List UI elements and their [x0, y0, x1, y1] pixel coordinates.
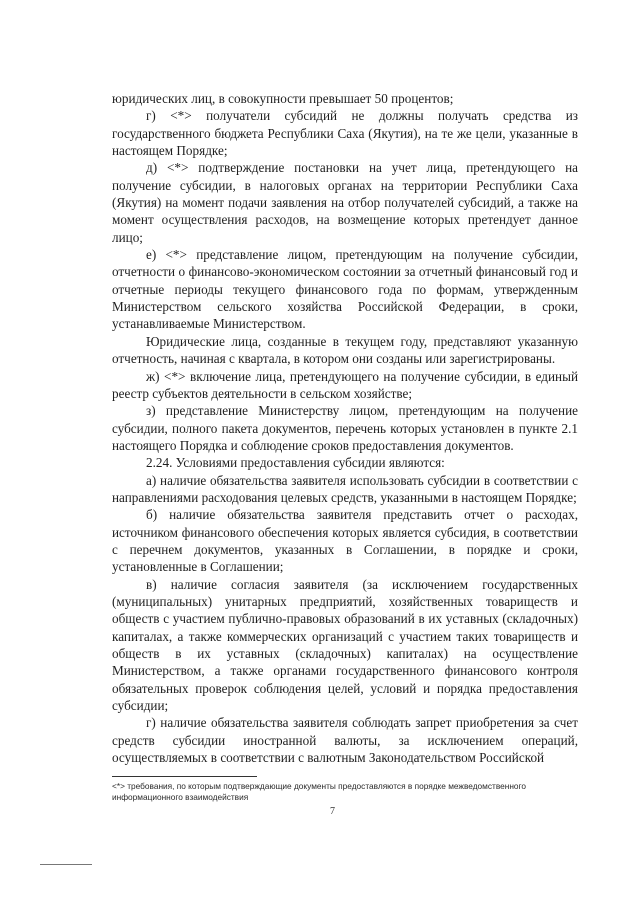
- page-number: 7: [330, 806, 335, 817]
- paragraph: а) наличие обязательства заявителя использовать субсидии в соответствии с направлениями расходования целевых средств, указанными в настоящем Порядке;: [112, 472, 578, 505]
- footnote-divider: [112, 776, 257, 777]
- paragraph: з) представление Министерству лицом, претендующим на получение субсидии, полного пакета документов, перечень которых установлен в пункте 2.1 настоящего Порядка и соблюдение сроков предоставления документов.: [112, 403, 578, 453]
- footnote: <*> требования, по которым подтверждающие документы предоставляются в порядке межведомственного информационного взаимодействия: [112, 781, 526, 802]
- body-text: [112, 90, 578, 766]
- paragraph: в) наличие согласия заявителя (за исключением государственных (муниципальных) унитарных предприятий, хозяйственных товариществ и обществ с участием публично-правовых образований в их уставных (складочных) капиталах, а также коммерческих организаций с участием таких товариществ и обществ в их уставных (складочных) капиталах) на осуществление Министерством, а также органами государственного финансового контроля обязательных проверок соблюдения целей, условий и порядка предоставления субсидии;: [112, 576, 578, 714]
- paragraph: ж) <*> включение лица, претендующего на получение субсидии, в единый реестр субъектов деятельности в сельском хозяйстве;: [112, 368, 578, 401]
- paragraph: Юридические лица, созданные в текущем году, представляют указанную отчетность, начиная с квартала, в котором они созданы или зарегистрированы.: [112, 333, 578, 367]
- paragraph: г) <*> получатели субсидий не должны получать средства из государственного бюджета Республики Саха (Якутия), на те же цели, указанные в настоящем Порядке;: [112, 108, 578, 159]
- paragraph: г) наличие обязательства заявителя соблюдать запрет приобретения за счет средств субсидии иностранной валюты, за исключением операций, осуществляемых в соответствии с валютным Законодательством Российской: [112, 715, 578, 766]
- paragraph: д) <*> подтверждение постановки на учет лица, претендующего на получение субсидии, в налоговых органах на территории Республики Саха (Якутия) на момент подачи заявления на отбор получателей субсидий, а также на момент осуществления расходов, на возмещение которых претендует данное лицо;: [112, 160, 578, 245]
- paragraph: б) наличие обязательства заявителя представить отчет о расходах, источником финансового обеспечения которых является субсидия, в соответствии с перечнем документов, указанных в Соглашении, в порядке и сроки, установленные в Соглашении;: [112, 507, 578, 575]
- section-heading: 2.24. Условиями предоставления субсидии являются:: [146, 455, 445, 471]
- paragraph: юридических лиц, в совокупности превышает 50 процентов;: [112, 91, 454, 106]
- paragraph: е) <*> представление лицом, претендующим на получение субсидии, отчетности о финансово-экономическом состоянии за отчетный финансовый год и отчетные периоды текущего финансового года по формам, утвержденным Министерством сельского хозяйства Российской Федерации, в сроки, устанавливаемые Министерством.: [112, 247, 578, 332]
- scan-artifact-line: [40, 864, 92, 865]
